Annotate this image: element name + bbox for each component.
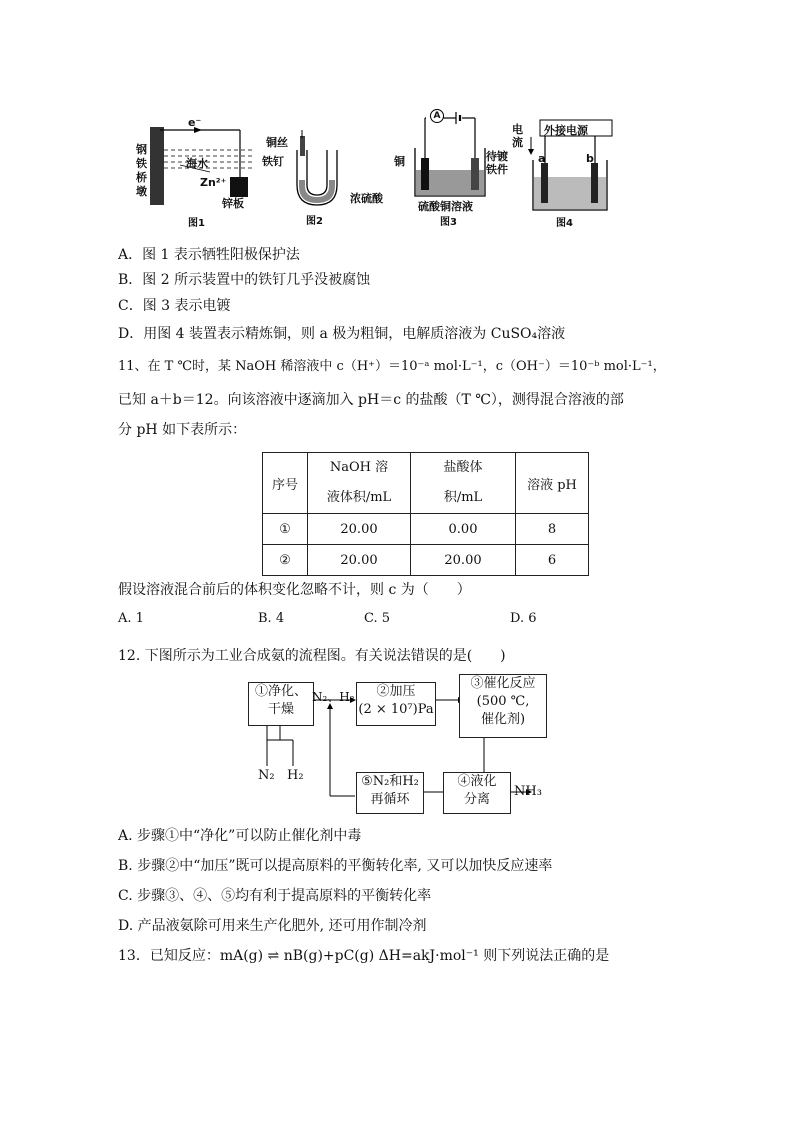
- q11-option-d: D. 6: [510, 611, 537, 626]
- table-cell: 8: [516, 514, 589, 545]
- table-cell: 0.00: [411, 514, 516, 545]
- q11-line-2: 已知 a＋b＝12。向该溶液中逐滴加入 pH＝c 的盐酸（T ℃），测得混合溶液的部: [118, 392, 624, 408]
- step-5-box: ⑤N₂和H₂ 再循环: [356, 772, 424, 814]
- q11-line-3: 分 pH 如下表所示：: [118, 422, 247, 438]
- table-cell: 20.00: [411, 545, 516, 576]
- figure-2-caption: 图2: [306, 216, 323, 227]
- h2-input-label: H₂: [287, 768, 304, 783]
- q11-data-table: [262, 452, 589, 576]
- copper-label: 铜: [394, 155, 405, 168]
- nh3-label: NH₃: [514, 784, 542, 799]
- electrode-a-label: a: [538, 152, 546, 165]
- n2-input-label: N₂: [258, 768, 275, 783]
- electrode-b-label: b: [586, 152, 594, 165]
- header-hcl-volume: 盐酸体 积/mL: [411, 453, 516, 514]
- q12-option-c: C. 步骤③、④、⑤均有利于提高原料的平衡转化率: [118, 888, 432, 904]
- external-power-label: 外接电源: [544, 124, 588, 137]
- step-1-box: ①净化、 干燥: [248, 682, 314, 726]
- q12-option-d: D. 产品液氨除可用来生产化肥外, 还可用作制冷剂: [118, 918, 427, 934]
- q11-line-1: 11、在 T ℃时，某 NaOH 稀溶液中 c（H⁺）＝10⁻ᵃ mol·L⁻¹，c（OH⁻）＝10⁻ᵇ mol·L⁻¹，: [118, 359, 666, 374]
- iron-nail-label: 铁钉: [262, 155, 284, 168]
- header-ph: 溶液 pH: [516, 453, 589, 514]
- table-cell: 6: [516, 545, 589, 576]
- ammeter-icon: A: [430, 109, 444, 123]
- q10-option-b: B．图 2 所示装置中的铁钉几乎没被腐蚀: [118, 272, 371, 288]
- table-row: [263, 545, 589, 576]
- header-index: 序号: [263, 453, 308, 514]
- header-naoh-volume: NaOH 溶 液体积/mL: [308, 453, 411, 514]
- pier-label: 钢 铁 桥 墩: [136, 143, 147, 198]
- plated-iron-label: 待镀 铁件: [486, 150, 508, 176]
- copper-wire-label: 铜丝: [266, 136, 288, 149]
- q11-option-b: B. 4: [258, 611, 285, 626]
- table-cell: ②: [263, 545, 308, 576]
- copper-sulfate-label: 硫酸铜溶液: [418, 200, 473, 213]
- step-3-box: ③催化反应 (500 ℃, 催化剂): [459, 674, 547, 738]
- current-label: 电 流: [512, 123, 523, 149]
- gases-label: N₂、H₂: [312, 690, 355, 704]
- step-2-box: ②加压 (2 × 10⁷)Pa: [356, 682, 436, 726]
- table-row: [263, 514, 589, 545]
- q12-option-b: B. 步骤②中“加压”既可以提高原料的平衡转化率, 又可以加快反应速率: [118, 858, 553, 874]
- zinc-plate-label: 锌板: [222, 197, 244, 210]
- table-cell: 20.00: [308, 514, 411, 545]
- q10-option-a: A．图 1 表示牺牲阳极保护法: [118, 247, 300, 263]
- q12-stem: 12. 下图所示为工业合成氨的流程图。有关说法错误的是( ): [118, 648, 506, 664]
- figure-3-caption: 图3: [440, 217, 457, 228]
- q10-option-c: C．图 3 表示电镀: [118, 298, 231, 314]
- step-4-box: ④液化 分离: [443, 772, 511, 814]
- q12-option-a: A. 步骤①中“净化”可以防止催化剂中毒: [118, 828, 362, 844]
- zinc-ion-label: Zn²⁺: [200, 176, 227, 189]
- figure-4-caption: 图4: [556, 218, 573, 229]
- figure-2-diagram: [285, 130, 355, 210]
- figure-1-caption: 图1: [188, 218, 205, 229]
- q11-option-c: C. 5: [364, 611, 391, 626]
- q10-option-d: D．用图 4 装置表示精炼铜，则 a 极为粗铜，电解质溶液为 CuSO₄溶液: [118, 326, 566, 342]
- figure-3-diagram: [410, 108, 490, 208]
- table-cell: 20.00: [308, 545, 411, 576]
- q11-line-4: 假设溶液混合前后的体积变化忽略不计，则 c 为（ ）: [118, 582, 471, 598]
- conc-sulfuric-acid-label: 浓硫酸: [350, 192, 383, 205]
- q11-option-a: A. 1: [118, 611, 144, 626]
- table-cell: ①: [263, 514, 308, 545]
- electron-label: e⁻: [188, 116, 202, 129]
- q13-stem: 13．已知反应：mA(g) ⇌ nB(g)+pC(g) ΔH=akJ·mol⁻¹ 则下列说法正确的是: [118, 948, 610, 964]
- seawater-label: 海水: [186, 157, 208, 170]
